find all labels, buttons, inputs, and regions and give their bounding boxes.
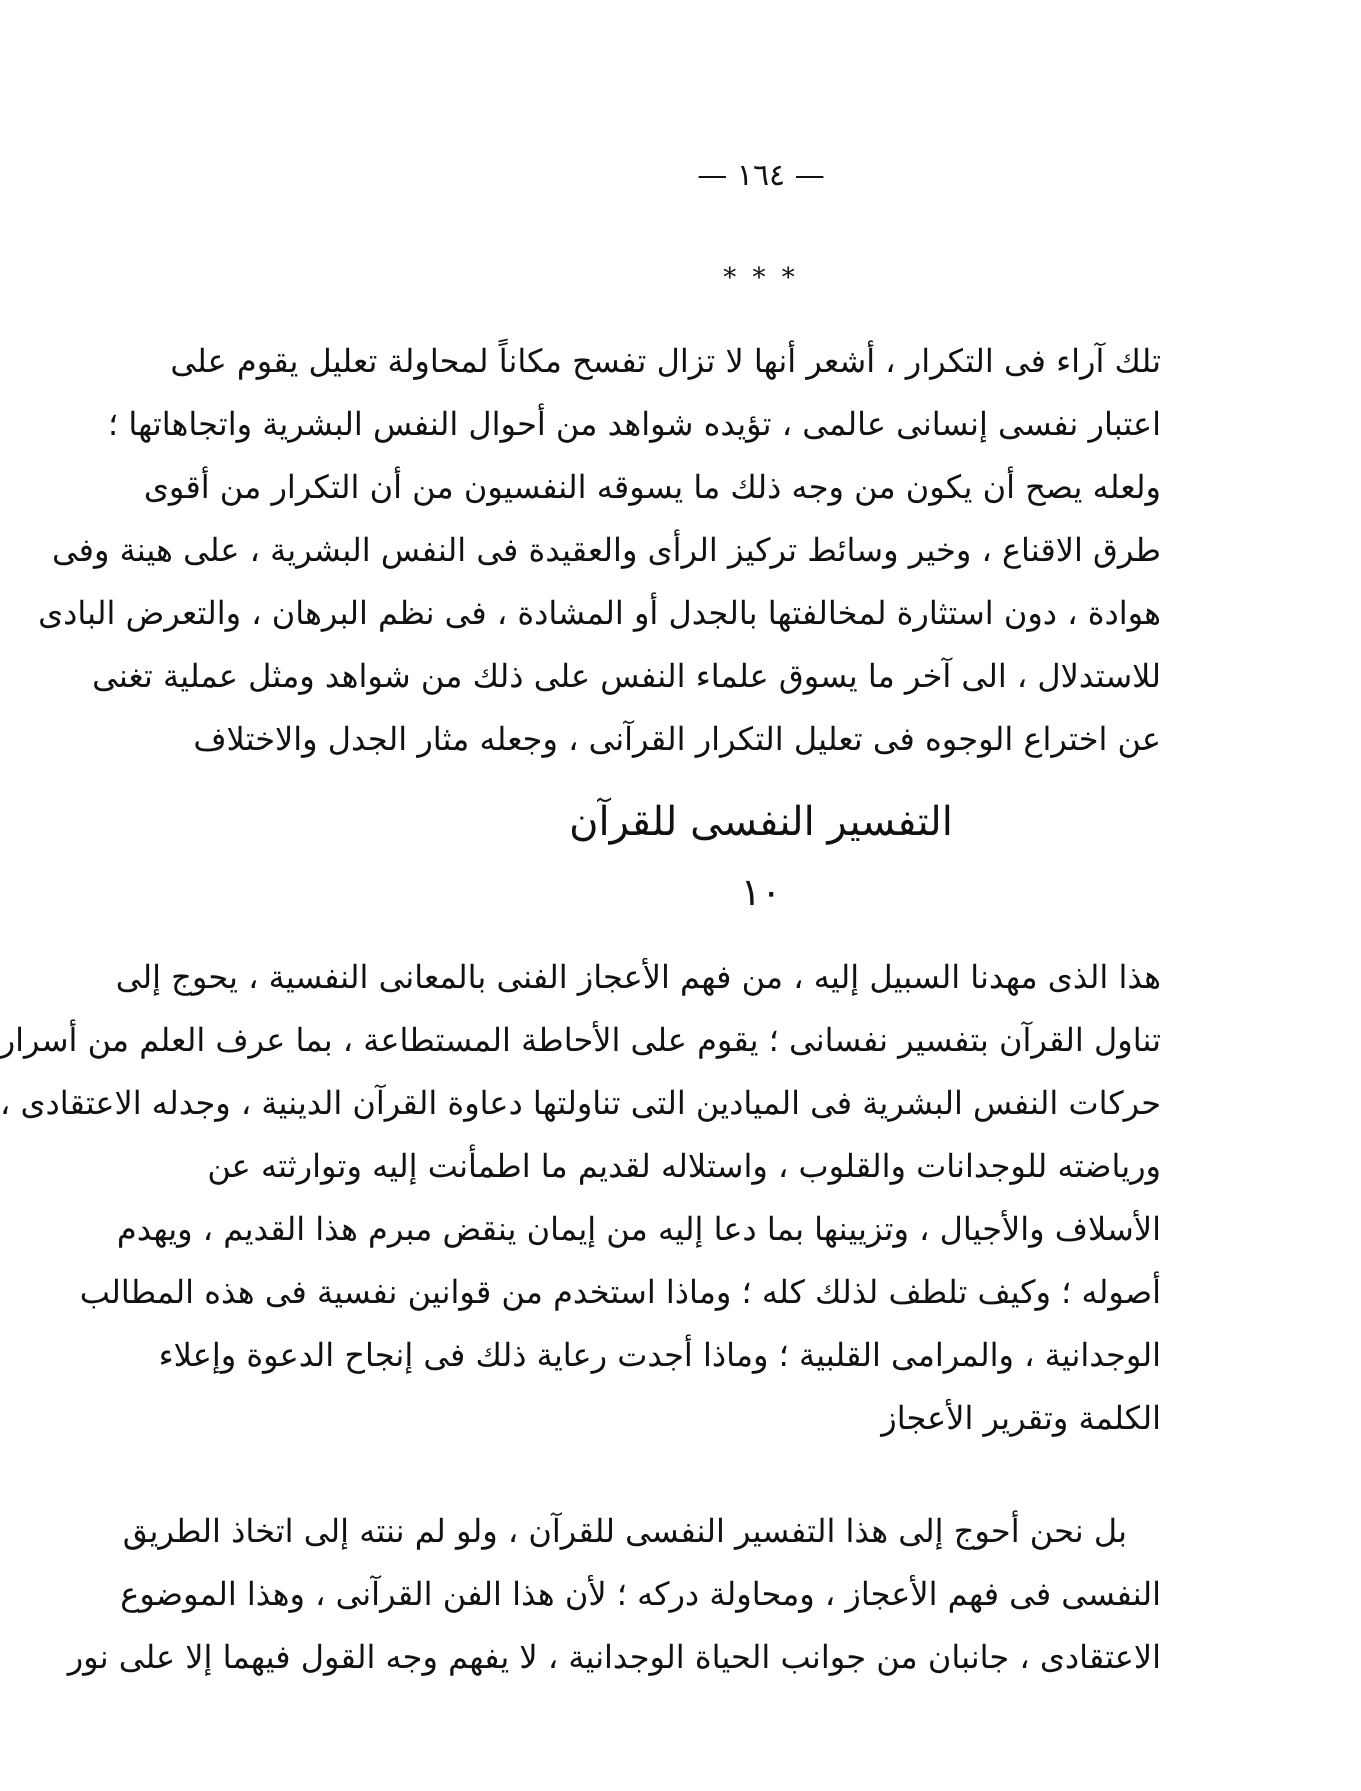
paragraph-3: [67, 1500, 1161, 1689]
text-line: ورياضته للوجدانات والقلوب ، واستلاله لقديم ما اطمأنت إليه وتوارثته عن: [207, 1147, 1161, 1185]
text-line: الاعتقادى ، جانبان من جوانب الحياة الوجدانية ، لا يفهم وجه القول فيهما إلا على نور: [67, 1638, 1161, 1676]
text-line: هوادة ، دون استثارة لمخالفتها بالجدل أو المشادة ، فى نظم البرهان ، والتعرض البادى: [38, 594, 1161, 632]
paragraph-2: [0, 946, 1161, 1450]
text-line: الوجدانية ، والمرامى القلبية ؛ وماذا أجدت رعاية ذلك فى إنجاح الدعوة وإعلاء: [158, 1336, 1161, 1374]
text-line: عن اختراع الوجوه فى تعليل التكرار القرآنى ، وجعله مثار الجدل والاختلاف: [193, 720, 1161, 758]
text-line: هذا الذى مهدنا السبيل إليه ، من فهم الأعجاز الفنى بالمعانى النفسية ، يحوج إلى: [115, 958, 1161, 996]
text-line: بل نحن أحوج إلى هذا التفسير النفسى للقرآن ، ولو لم ننته إلى اتخاذ الطريق: [122, 1512, 1127, 1550]
text-line: تلك آراء فى التكرار ، أشعر أنها لا تزال تفسح مكاناً لمحاولة تعليل يقوم على: [170, 342, 1161, 380]
text-line: تناول القرآن بتفسير نفسانى ؛ يقوم على الأحاطة المستطاعة ، بما عرف العلم من أسرار: [0, 1021, 1161, 1059]
text-line: ولعله يصح أن يكون من وجه ذلك ما يسوقه النفسيون من أن التكرار من أقوى: [143, 468, 1161, 506]
text-line: للاستدلال ، الى آخر ما يسوق علماء النفس على ذلك من شواهد ومثل عملية تغنى: [92, 657, 1161, 695]
section-title: التفسير النفسى للقرآن: [569, 799, 953, 845]
page-number: — ١٦٤ —: [697, 158, 825, 193]
text-line: طرق الاقناع ، وخير وسائط تركيز الرأى والعقيدة فى النفس البشرية ، على هينة وفى: [51, 531, 1161, 569]
section-separator: * * *: [723, 263, 799, 293]
text-line: اعتبار نفسى إنسانى عالمى ، تؤيده شواهد من أحوال النفس البشرية واتجاهاتها ؛: [108, 405, 1161, 443]
text-line: الأسلاف والأجيال ، وتزيينها بما دعا إليه من إيمان ينقض مبرم هذا القديم ، ويهدم: [116, 1210, 1161, 1248]
section-number: ١٠: [740, 870, 782, 914]
text-line: النفسى فى فهم الأعجاز ، ومحاولة دركه ؛ لأن هذا الفن القرآنى ، وهذا الموضوع: [120, 1575, 1161, 1613]
text-line: الكلمة وتقرير الأعجاز: [881, 1399, 1161, 1437]
text-line: حركات النفس البشرية فى الميادين التى تناولتها دعاوة القرآن الدينية ، وجدله الاعتقادى ،: [0, 1084, 1161, 1122]
text-line: أصوله ؛ وكيف تلطف لذلك كله ؛ وماذا استخدم من قوانين نفسية فى هذه المطالب: [79, 1273, 1161, 1311]
paragraph-1: [38, 330, 1161, 771]
